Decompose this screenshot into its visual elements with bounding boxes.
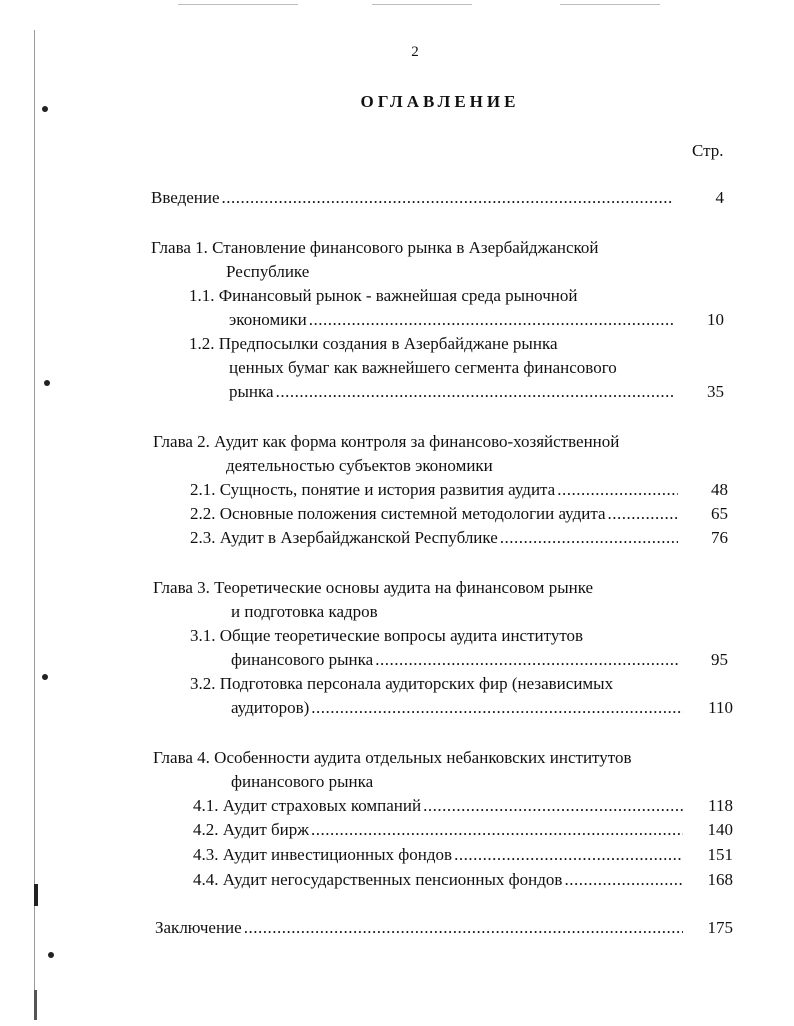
entry-page: 175 bbox=[707, 918, 733, 937]
leader-dots bbox=[276, 382, 674, 402]
section-3-2-line1: 3.2. Подготовка персонала аудиторских фир (независимых bbox=[190, 674, 614, 693]
entry-label: 2.2. Основные положения системной методологии аудита bbox=[190, 504, 606, 523]
entry-page: 168 bbox=[707, 870, 733, 889]
toc-entry-intro bbox=[151, 188, 724, 208]
entry-page: 10 bbox=[707, 310, 724, 329]
leader-dots bbox=[454, 845, 683, 865]
toc-entry-4-1 bbox=[193, 796, 733, 816]
entry-page: 110 bbox=[708, 698, 733, 717]
toc-entry-1-1 bbox=[229, 310, 724, 330]
leader-dots bbox=[500, 528, 678, 548]
entry-label: Введение bbox=[151, 188, 220, 207]
entry-page: 4 bbox=[715, 188, 724, 207]
entry-label: Заключение bbox=[155, 918, 242, 937]
scan-edge-mark bbox=[34, 990, 37, 1020]
entry-label: 4.4. Аудит негосударственных пенсионных фондов bbox=[193, 870, 563, 889]
entry-page: 118 bbox=[708, 796, 733, 815]
leader-dots bbox=[222, 188, 674, 208]
scan-speck bbox=[48, 952, 54, 958]
scan-top-line bbox=[372, 4, 472, 5]
entry-page: 35 bbox=[707, 382, 724, 401]
entry-label: финансового рынка bbox=[231, 650, 374, 669]
section-1-1-line1: 1.1. Финансовый рынок - важнейшая среда рыночной bbox=[189, 286, 578, 305]
chapter-1-heading: Глава 1. Становление финансового рынка в Азербайджанской bbox=[151, 238, 599, 257]
toc-entry-conclusion bbox=[155, 918, 733, 938]
scan-top-line bbox=[560, 4, 660, 5]
scan-speck bbox=[44, 380, 50, 386]
toc-entry-3-1 bbox=[231, 650, 728, 670]
leader-dots bbox=[309, 310, 674, 330]
entry-label: рынка bbox=[229, 382, 274, 401]
toc-entry-1-2 bbox=[229, 382, 724, 402]
scan-top-line bbox=[178, 4, 298, 5]
section-3-1-line1: 3.1. Общие теоретические вопросы аудита институтов bbox=[190, 626, 584, 645]
toc-entry-2-3 bbox=[190, 528, 728, 548]
scan-edge-mark bbox=[34, 884, 38, 906]
chapter-4-heading: Глава 4. Особенности аудита отдельных небанковских институтов bbox=[153, 748, 632, 767]
leader-dots bbox=[564, 870, 683, 890]
entry-page: 140 bbox=[707, 820, 733, 839]
chapter-2-heading: Глава 2. Аудит как форма контроля за финансово-хозяйственной bbox=[153, 432, 620, 451]
scan-speck bbox=[42, 674, 48, 680]
scan-edge-line bbox=[34, 30, 35, 1020]
leader-dots bbox=[244, 918, 683, 938]
entry-label: 4.3. Аудит инвестиционных фондов bbox=[193, 845, 453, 864]
entry-page: 151 bbox=[707, 845, 733, 864]
toc-entry-2-1 bbox=[190, 480, 728, 500]
page-column-label: Стр. bbox=[692, 141, 724, 160]
entry-page: 65 bbox=[711, 504, 728, 523]
chapter-3-heading: Глава 3. Теоретические основы аудита на финансовом рынке bbox=[153, 578, 594, 597]
entry-page: 76 bbox=[711, 528, 728, 547]
page-number: 2 bbox=[411, 44, 419, 60]
toc-entry-3-2 bbox=[231, 698, 733, 718]
leader-dots bbox=[423, 796, 683, 816]
toc-entry-4-4 bbox=[193, 870, 733, 890]
toc-entry-4-3 bbox=[193, 845, 733, 865]
entry-label: 4.1. Аудит страховых компаний bbox=[193, 796, 422, 815]
leader-dots bbox=[311, 698, 683, 718]
toc-entry-2-2 bbox=[190, 504, 728, 524]
leader-dots bbox=[311, 820, 683, 840]
entry-label: 2.1. Сущность, понятие и история развития аудита bbox=[190, 480, 556, 499]
entry-label: экономики bbox=[229, 310, 307, 329]
toc-entry-4-2 bbox=[193, 820, 733, 840]
chapter-3-heading-cont: и подготовка кадров bbox=[231, 602, 378, 621]
section-1-2-line1: 1.2. Предпосылки создания в Азербайджане рынка bbox=[189, 334, 558, 353]
leader-dots bbox=[375, 650, 678, 670]
toc-title: ОГЛАВЛЕНИЕ bbox=[360, 92, 520, 111]
chapter-2-heading-cont: деятельностью субъектов экономики bbox=[226, 456, 493, 475]
entry-label: 4.2. Аудит бирж bbox=[193, 820, 310, 839]
entry-label: аудиторов) bbox=[231, 698, 310, 717]
leader-dots bbox=[608, 504, 678, 524]
section-1-2-line2: ценных бумаг как важнейшего сегмента финансового bbox=[229, 358, 617, 377]
leader-dots bbox=[557, 480, 678, 500]
chapter-4-heading-cont: финансового рынка bbox=[231, 772, 374, 791]
chapter-1-heading-cont: Республике bbox=[226, 262, 310, 281]
entry-label: 2.3. Аудит в Азербайджанской Республике bbox=[190, 528, 498, 547]
entry-page: 48 bbox=[711, 480, 728, 499]
entry-page: 95 bbox=[711, 650, 728, 669]
